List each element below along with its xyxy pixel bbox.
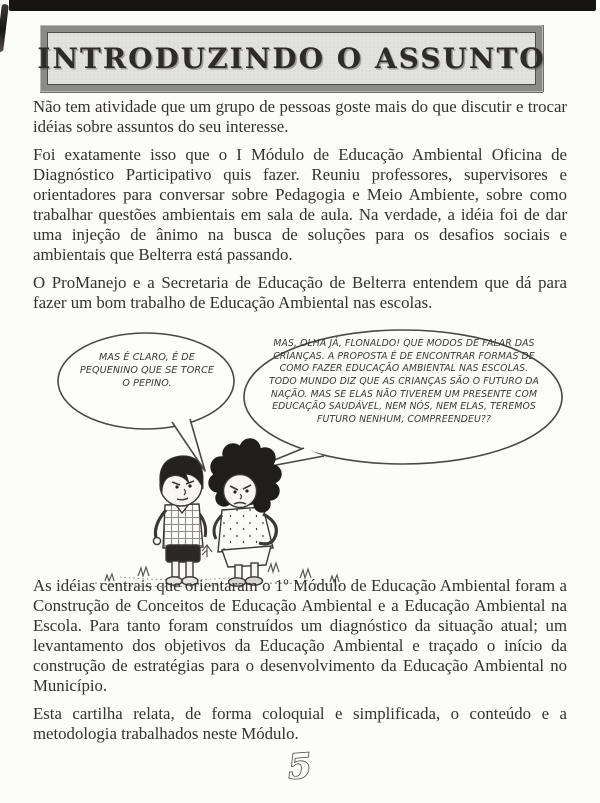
- scan-edge-artifact: [0, 4, 9, 52]
- page-number-graphic: [270, 742, 330, 788]
- page-top-border: [9, 0, 596, 11]
- closing-paragraphs: [33, 576, 567, 752]
- speech-bubble-right-text: MAS, OLHA JÁ, FLONALDO! QUE MODOS DE FALAR DAS CRIANÇAS. A PROPOSTA É DE ENCONTRAR FORMAS DE COMO FAZER EDUCAÇÃO AMBIENTAL NAS ESCOLAS. TODO MUNDO DIZ QUE AS CRIANÇAS SÃO O FUTURO DA NAÇÃO. MAS SE ELAS NÃO TIVEREM UM PRESENTE COM EDUCAÇÃO SAUDÁVEL, NEM NÓS, NEM ELAS, TEREMOS FUTURO NENHUM, COMPREENDEU??: [268, 338, 540, 425]
- paragraph: Foi exatamente isso que o I Módulo de Educação Ambiental Oficina de Diagnóstico Participativo quis fazer. Reuniu professores, supervisores e orientadores para conversar sobre Pedagogia e Meio Ambiente, sobre como trabalhar questões ambientais em sala de aula. Na verdade, a idéia foi de dar uma injeção de ânimo na busca de soluções para os desafios sociais e ambientais que Belterra está passando.: [33, 145, 567, 264]
- paragraph: O ProManejo e a Secretaria de Educação de Belterra entendem que dá para fazer um bom trabalho de Educação Ambiental nas escolas.: [33, 273, 567, 312]
- page-number: 5: [286, 746, 313, 788]
- cartoon-illustration: [0, 325, 600, 595]
- speech-bubble-left-text: MAS É CLARO, É DE PEQUENINO QUE SE TORCE O PEPINO.: [79, 352, 215, 390]
- page-number-area: [0, 742, 600, 788]
- page-title: INTRODUZINDO O ASSUNTO: [37, 42, 546, 75]
- paragraph: Esta cartilha relata, de forma coloquial e simplificada, o conteúdo e a metodologia trabalhados neste Módulo.: [33, 704, 567, 743]
- title-banner: [37, 25, 546, 92]
- woman-character: [209, 439, 281, 586]
- intro-paragraphs: [33, 97, 567, 321]
- boy-character: [153, 456, 205, 585]
- title-banner-inner: [37, 32, 546, 85]
- paragraph: Não tem atividade que um grupo de pessoas goste mais do que discutir e trocar idéias sobre assuntos do seu interesse.: [33, 97, 567, 136]
- paragraph: As idéias centrais que orientaram o 1º Módulo de Educação Ambiental foram a Construção de Conceitos de Educação Ambiental e a Educação Ambiental na Escola. Para tanto foram construídos um diagnóstico da situação atual; um levantamento dos objetivos da Educação Ambiental e traçado o início da construção de estratégias para o desenvolvimento da Educação Ambiental no Município.: [33, 576, 567, 695]
